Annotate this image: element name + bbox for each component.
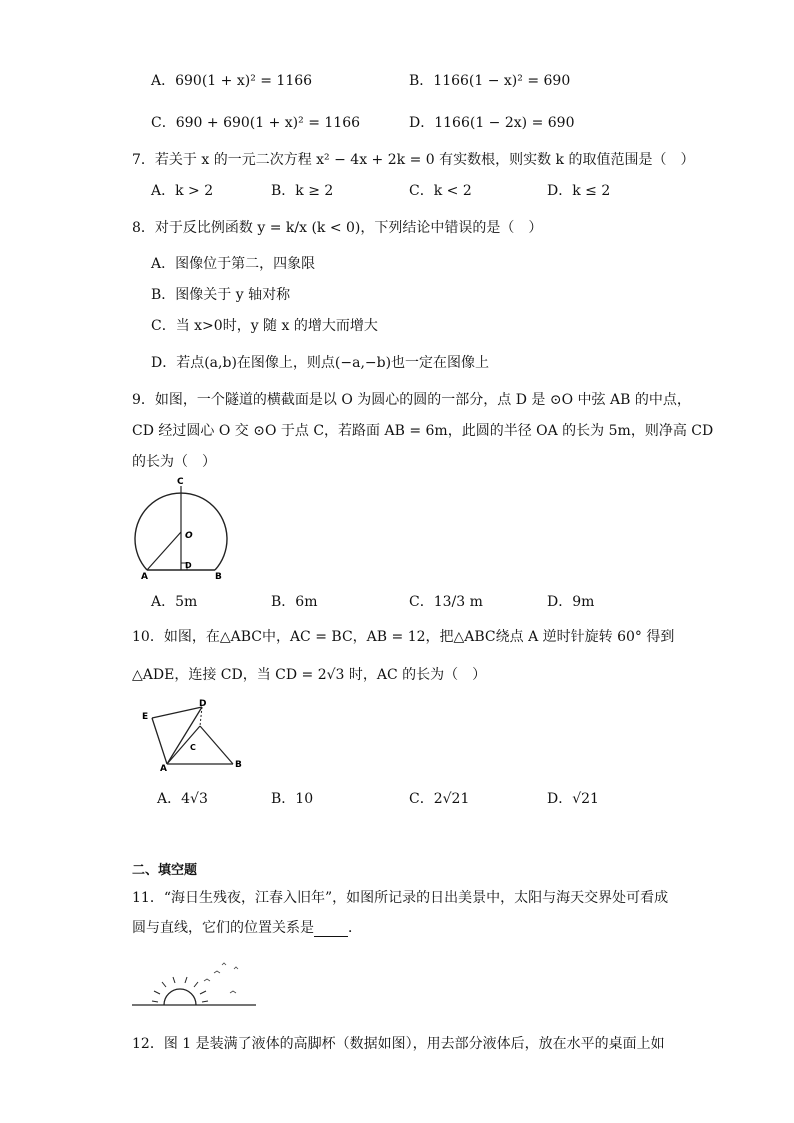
q9-stem-line1: 9．如图，一个隧道的横截面是以 O 为圆心的圆的一部分，点 D 是 ⊙O 中弦 AB 的中点，	[132, 392, 691, 408]
q10-stem-line2: △ADE，连接 CD，当 CD = 2√3 时，AC 的长为（ ）	[132, 667, 487, 683]
q8-option-a: A．图像位于第二，四象限	[151, 256, 316, 272]
q8-option-d: D．若点(a,b)在图像上，则点(−a,−b)也一定在图像上	[151, 355, 490, 371]
q8-option-b: B．图像关于 y 轴对称	[151, 287, 291, 303]
q9-option-b: B．6m	[271, 594, 318, 610]
q9-option-d: D．9m	[547, 594, 595, 610]
q10-label-d: D	[199, 699, 207, 709]
q12-stem-line1: 12．图 1 是装满了液体的高脚杯（数据如图），用去部分液体后，放在水平的桌面上如	[132, 1036, 665, 1052]
q10-segment-ad	[167, 707, 202, 764]
q10-option-d: D．√21	[547, 791, 599, 807]
q9-label-b: B	[215, 572, 222, 582]
q6-option-c: C．690 + 690(1 + x)² = 1166	[151, 115, 361, 131]
q10-option-c: C．2√21	[409, 791, 470, 807]
q11-stem-line1: 11．“海日生残夜，江春入旧年”，如图所记录的日出美景中，太阳与海天交界处可看成	[132, 890, 669, 906]
q9-tunnel-figure	[133, 476, 233, 582]
q9-stem-line2: CD 经过圆心 O 交 ⊙O 于点 C，若路面 AB = 6m，此圆的半径 OA 的长为 5m，则净高 CD	[132, 423, 714, 439]
q11-answer-blank[interactable]	[314, 922, 348, 937]
q10-segment-ae	[152, 718, 167, 764]
q10-label-c: C	[190, 743, 196, 752]
q10-segment-ed	[152, 707, 202, 718]
q9-label-c: C	[177, 477, 184, 487]
q7-stem: 7．若关于 x 的一元二次方程 x² − 4x + 2k = 0 有实数根，则实数 k 的取值范围是（ ）	[132, 152, 695, 168]
q7-option-a: A．k > 2	[151, 183, 214, 199]
q10-stem-line1: 10．如图，在△ABC中，AC = BC，AB = 12，把△ABC绕点 A 逆时针旋转 60° 得到	[132, 629, 675, 645]
q11-sunrise-figure	[130, 957, 260, 1009]
q11-sun-semicircle	[164, 989, 196, 1005]
q6-option-a: A．690(1 + x)² = 1166	[151, 73, 313, 89]
q9-label-a: A	[141, 572, 148, 582]
section-fill-in-title: 二、填空题	[132, 863, 198, 878]
q6-option-b: B．1166(1 − x)² = 690	[409, 73, 571, 89]
q10-label-b: B	[235, 760, 242, 770]
q11-stem-end: ．	[348, 920, 362, 936]
q10-option-a: A．4√3	[157, 791, 208, 807]
q10-label-a: A	[160, 764, 167, 774]
q9-segment-oa	[147, 532, 181, 570]
q11-birds	[204, 963, 238, 993]
q10-rotation-figure	[140, 698, 250, 774]
q7-option-d: D．k ≤ 2	[547, 183, 611, 199]
q10-option-b: B．10	[271, 791, 314, 807]
q11-stem-text: 圆与直线，它们的位置关系是	[132, 920, 314, 936]
q6-option-d: D．1166(1 − 2x) = 690	[409, 115, 575, 131]
q7-option-b: B．k ≥ 2	[271, 183, 334, 199]
q7-option-c: C．k < 2	[409, 183, 472, 199]
q9-label-d: D	[185, 561, 192, 570]
q10-label-e: E	[142, 712, 149, 722]
q11-stem-line2	[132, 919, 362, 937]
q8-option-c: C．当 x>0时，y 随 x 的增大而增大	[151, 318, 378, 334]
q10-segment-cb	[200, 726, 233, 764]
q8-stem: 8．对于反比例函数 y = k/x (k < 0)，下列结论中错误的是（ ）	[132, 220, 543, 236]
q9-stem-line3: 的长为（ ）	[132, 454, 216, 470]
q9-option-a: A．5m	[151, 594, 198, 610]
q9-label-o: O	[185, 531, 193, 541]
q9-option-c: C．13/3 m	[409, 594, 483, 610]
